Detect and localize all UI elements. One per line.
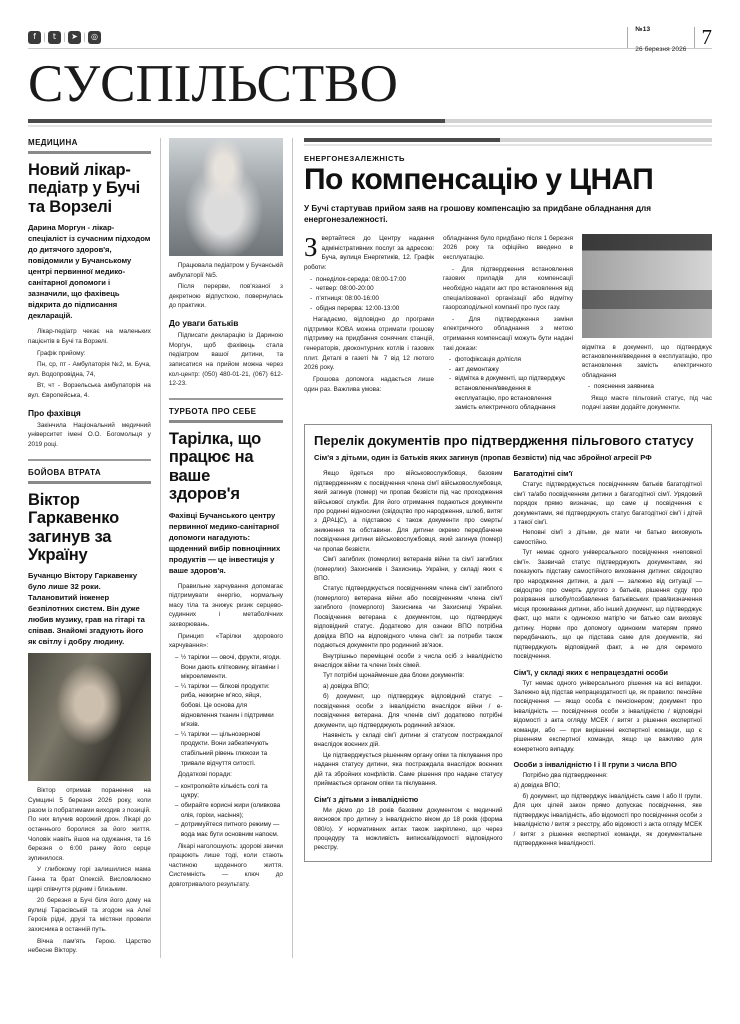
column-1 xyxy=(28,138,160,958)
body-text: вертайтеся до Центру надання адміністративних послуг за адресою: Буча, вулиця Енергетиків, 12. Графік роботи: xyxy=(304,234,434,272)
body-text: Працювала педіатром у Бучанській амбулаторії №5. xyxy=(168,262,283,279)
body-text: 20 березня в Бучі біля його дому на вулиці Тарасівській та згодом на Алеї Героїв рідні, друзі та містяни провели захисника в останній путь. xyxy=(28,897,151,933)
column-divider xyxy=(292,138,293,958)
body-text: Сім'ї загиблих (померлих) ветеранів війни та сім'ї загиблих (померлих) Захисників і Захисниць України, у складі яких є ВПО. xyxy=(314,556,503,583)
doctor-portrait-photo xyxy=(169,138,283,256)
panel-columns xyxy=(314,469,702,854)
body-text: Віктор отримав поранення на Сумщині 5 березня 2026 року, коли разом із побратимами виходив з позицій. По них влучив ворожий дрон. Лікарі до останнього боролися за його життя. Чоловік навіть йшов на одужання, та 16 березня о 6:00 ранку його серце зупинилося. xyxy=(28,787,151,862)
folio-divider-left xyxy=(627,27,628,48)
body-text: Вічна пам'ять Герою. Царство небесне Віктору. xyxy=(28,937,151,955)
article-separator xyxy=(28,459,151,461)
twitter-icon[interactable]: t xyxy=(48,31,61,44)
masthead-rule xyxy=(28,48,712,49)
divider: | xyxy=(83,31,86,43)
headline-self-care: Тарілка, що працює на ваше здоров'я xyxy=(168,429,261,504)
list-item: - обідня перерва: 12:00-13:00 xyxy=(311,304,434,314)
issue-date: 26 березня 2026 xyxy=(635,46,687,53)
instagram-icon[interactable]: ◎ xyxy=(88,31,101,44)
body-text: Ми діємо до 18 років базовим документом є медичний висновок про дитину з інвалідністю віком до 18 років (форма 080/о). У нормативних актах також закріплено, що через процедуру та можливість виписка/відомості відповідного реєстру. xyxy=(314,806,503,852)
body-text: - Для підтвердження заміни електричного обладнання з метою отримання компенсації можуть бути надані такі докази: xyxy=(443,315,573,352)
article-separator xyxy=(169,398,283,400)
body-text: - Для підтвердження встановлення газових приладів для компенсації необхідно надати акт про встановлення від спеціалізованої організації або відмітку газорозподільної компанії про пуск газу. xyxy=(443,265,573,312)
list-item: - фотофіксація до/після xyxy=(450,355,573,365)
body-text: Тут немає одного універсального посвідчення «неповної сім'ї». Зазвичай статус підтверджують документами, які показують підставу самостійного виховання дитини: свідоцтво про народження дитини, а далі — залежно від ситуації — свідоцтво про смерть другого з батьків, рішення суду про розірвання шлюбу/позбавлення батьківських прав/визначення місця проживання дитини, або інший документ, що підтверджує факт, що мати є одинокою матір'ю чи батько сам виховує дитину. Норми про допомогу одиноким матерям прямо передбачають, що це підстава саме для документів, які підтверджують відповідний факт, а не для окремого посвідчення. xyxy=(513,549,702,661)
body-text: Лікар-педіатр чекає на маленьких пацієнтів в Бучі та Ворзелі. xyxy=(28,328,151,346)
body-text: а) довідка ВПО; xyxy=(323,682,370,690)
body-text: Нагадаємо, відповідно до програми підтримки КОВА можна отримати грошову підтримку на придбання сонячних станцій, генераторів, двоконтурних котлів і газових плит. Деталі в газеті № 7 від 12 лютого 2026 року. xyxy=(304,316,434,372)
proofs-list-cont xyxy=(582,382,712,392)
kicker-energy-independence: ЕНЕРГОНЕЗАЛЕЖНІСТЬ xyxy=(304,154,405,163)
drop-cap: З xyxy=(304,231,318,262)
telegram-icon[interactable]: ➤ xyxy=(68,31,81,44)
lead-headline: По компенсацію у ЦНАП xyxy=(304,163,654,196)
body-text: Потрібно два підтвердження: xyxy=(522,772,608,780)
column-3 xyxy=(292,138,712,958)
list-item: – ¼ тарілки — цільнозернові продукти. Вони забезпечують стабільний рівень глюкози та тривале відчуття ситості. xyxy=(176,730,283,768)
page-number: 7 xyxy=(701,24,712,49)
panel-subtitle: Сім'я з дітьми, один із батьків яких загинув (пропав безвісти) під час збройної агресії РФ xyxy=(314,452,652,462)
lead-paragraph-with-dropcap xyxy=(304,231,434,273)
article-self-care xyxy=(169,407,283,890)
subhead-incapacitated: Сім'ї, у складі яких є непрацездатні особи xyxy=(513,667,668,677)
body-text: Статус підтверджується посвідченням члена сім'ї загиблого (померлого) ветерана війни або посвідченням члена сім'ї загиблого (померлого) Захисника чи Захисниці України. Посвідчення ветерана є документом, що підтверджує відповідний статус. Додатково для ознаки ВПО потрібна довідка ВПО на відповідного члена сім'ї: за потреби також подаються документи про родинний зв'язок. xyxy=(314,585,503,650)
content-grid xyxy=(28,138,712,958)
body-text: Наявність у складі сім'ї дитини зі статусом постраждалої внаслідок воєнних дій. xyxy=(314,732,503,749)
body-text: Підписати декларацію із Дариною Моргун, щоб фахівець стала педіатром вашої дитини, та записатися на прийом можна через кол-центр: (050) 480-01-21, (067) 612-12-23. xyxy=(168,332,283,388)
body-text: Внутрішньо переміщені особи з числа осіб з інвалідністю внаслідок війни та члени їхніх сімей. xyxy=(314,652,503,669)
opening-hours-list xyxy=(304,275,434,313)
divider: | xyxy=(63,31,66,43)
kicker-medicine: МЕДИЦИНА xyxy=(28,138,78,147)
column-divider xyxy=(160,138,161,958)
body-text: Правильне харчування допомагає підтримувати енергію, нормальну масу тіла та знижує ризик серцево-судинних і метаболічних захворювань. xyxy=(168,582,283,629)
headline-medicine: Новий лікар-педіатр у Бучі та Ворзелі xyxy=(28,161,141,216)
lead-col-a xyxy=(304,231,434,415)
list-item: - понеділок-середа: 08:00-17:00 xyxy=(311,275,434,285)
documents-panel xyxy=(304,424,712,862)
list-item: – обирайте корисні жири (оливкова олія, горіхи, насіння); xyxy=(176,801,283,820)
lead-col-c xyxy=(582,234,712,415)
issue-number: №13 xyxy=(635,26,651,33)
panel-col-left xyxy=(314,469,503,854)
subhead-attention-parents: До уваги батьків xyxy=(168,318,239,329)
body-text: відмітка в документі, що підтверджує встановлення/введення в експлуатацію, про встановлення замість електричного обладнання xyxy=(582,343,712,379)
facebook-icon[interactable]: f xyxy=(28,31,41,44)
subhead-disability-idp: Особи з інвалідністю І і ІІ групи з числа ВПО xyxy=(513,760,677,770)
standfirst-medicine: Дарина Моргун - лікар-спеціаліст із сучасним підходом до дитячого здоров'я, повідомили у Бучанському центрі первинної медико-санітарної допомоги і зазначили, що фахівець відкрита до підписання декларацій. xyxy=(28,223,151,321)
body-text: Принцип «Тарілки здорового харчування»: xyxy=(168,632,283,650)
column-2 xyxy=(160,138,292,958)
issue-info xyxy=(635,17,686,57)
body-text: Графік прийому: xyxy=(37,349,86,357)
body-text: б) документ, що підтверджує інвалідність саме І або ІІ групи. Для цих цілей закон прямо допускає посвідчення, яке підтверджує інвалідність, або відомості про посвідчення особи з інвалідністю / витяг з реєстру, або відомості з акта огляду МСЕК / витяг з рішення експертної команди, як документальне підтвердження інвалідності. xyxy=(513,792,702,848)
list-item: - четвер: 08:00-20:00 xyxy=(311,284,434,294)
soldier-photo xyxy=(28,653,151,781)
social-links xyxy=(28,31,101,44)
kicker-rule xyxy=(28,481,151,484)
cnap-office-photo xyxy=(582,234,712,338)
lead-rule xyxy=(304,138,712,147)
section-rule xyxy=(28,119,712,128)
body-text: а) довідка ВПО; xyxy=(513,782,560,790)
headline-combat-loss: Віктор Гаркавенко загинув за Україну xyxy=(28,490,120,564)
body-text: обладнання було придбано після 1 березня 2026 року та офіційно введено в експлуатацію. xyxy=(443,234,573,262)
body-text: Якщо маєте пільговий статус, під час подачі заяви додайте документи. xyxy=(582,394,712,412)
standfirst-combat-loss: Бучанцю Віктору Гаркавенку було лише 32 роки. Талановитий інженер безпілотних систем. Він дуже любив музику, грав на гітарі та співав. Знайомі згадують його як світлу і добру людину. xyxy=(28,571,145,647)
body-text: б) документ, що підтверджує відповідний статус – посвідчення особи з інвалідністю внаслідок війни / е-посвідчення ветерана. Для членів сім'ї додатково потрібні документи, що підтверджують родинний зв'язок. xyxy=(314,693,503,729)
body-text: Пн, ср, пт - Амбулаторія №2, м. Буча, вул. Водопровідна, 74, xyxy=(28,361,151,378)
subhead-about-specialist: Про фахівця xyxy=(28,407,81,418)
list-item: – ½ тарілки — овочі, фрукти, ягоди. Вони дають клітковину, вітаміни і мікроелементи. xyxy=(176,653,283,682)
body-text: Тут потрібні щонайменше два блоки документів: xyxy=(323,672,465,680)
list-item: – дотримуйтеся питного режиму — вода має бути основним напоєм. xyxy=(176,820,283,839)
body-text: У глибокому горі залишилися мама Ганна та брат Олексій. Висловлюємо щирі співчуття рідним і близьким. xyxy=(28,866,151,893)
kicker-combat-loss: БОЙОВА ВТРАТА xyxy=(28,467,102,477)
list-item: – ¼ тарілки — білкові продукти: риба, нежирне м'ясо, яйця, бобові. Це основа для відновлення тканин і підтримки м'язів. xyxy=(176,682,283,730)
folio xyxy=(620,17,712,57)
article-medicine xyxy=(28,138,151,450)
body-text: Це підтверджується рішенням органу опіки та піклування про надання статусу дитини, яка постраждала внаслідок воєнних дій та збройних конфліктів. Саме рішення про надане статусу приймається органом опіки та піклування. xyxy=(314,751,503,788)
folio-divider-right xyxy=(694,27,695,48)
standfirst-self-care: Фахівці Бучанського центру первинної медико-санітарної допомоги нагадують: щоденний вибір повноцінних продуктів — це інвестиція у ваше здоров'я. xyxy=(168,510,281,575)
lead-standfirst: У Бучі стартував прийом заяв на грошову компенсацію за придбане обладнання для енергонезалежності. xyxy=(304,203,652,225)
body-text: Грошова допомога надається лише один раз. Важлива умова: xyxy=(304,375,434,393)
list-item: - пояснення заявника xyxy=(589,382,712,392)
list-item: – контролюйте кількість солі та цукру; xyxy=(176,782,283,801)
kicker-self-care: ТУРБОТА ПРО СЕБЕ xyxy=(168,406,257,416)
body-text: Статус підтверджується посвідченням батьків багатодітної сім'ї та/або посвідченням дитини з багатодітної сім'ї. Урядовий порядок прямо визначає, що саме ці посвідчення є документами, які підтверджують статус багатодітної сім'ї і дітей з такої сім'ї. xyxy=(513,481,702,526)
list-item: - п'ятниця: 08:00-16:00 xyxy=(311,294,434,304)
kicker-rule xyxy=(169,420,283,423)
body-text: Якщо йдеться про військовослужбовця, базовим підтвердженням є посвідчення члена сім'ї військовослужбовця, який загинув (помер) чи пропав безвісти під час проходження військової служби. Для його отримання подаються документи про родинні відносини (свідоцтво про народження, шлюб, витяг з ДРАЦС), а підставою є також документи про смерть/зникнення та обставини. Для дитини окремо передбачене посвідчення дитини військовослужбовця, який загинув (помер) чи пропав безвісти. xyxy=(314,470,503,553)
divider: | xyxy=(43,31,46,43)
masthead xyxy=(28,0,712,53)
body-text: Після перерви, пов'язаної з декретною відпусткою, повернулась до практики. xyxy=(168,283,283,310)
proofs-list xyxy=(443,355,573,413)
list-item: - акт демонтажу xyxy=(450,365,573,375)
body-text: Додаткові поради: xyxy=(177,771,232,779)
panel-col-right xyxy=(514,469,703,854)
plate-principles-list xyxy=(169,653,283,768)
article-combat-loss xyxy=(28,468,151,956)
extra-tips-list xyxy=(169,782,283,840)
subhead-large-families: Багатодітні сім'ї xyxy=(513,469,573,479)
kicker-rule xyxy=(28,151,151,154)
body-text: Вт, чт - Ворзельська амбулаторія на вул. Європейська, 4. xyxy=(28,382,151,400)
subhead-families-disabled-children: Сім'ї з дітьми з інвалідністю xyxy=(314,794,419,804)
lead-body-columns xyxy=(304,231,712,415)
body-text: Лікарі наголошують: здорові звички працюють лише тоді, коли стають частиною щоденного життя. Системність — ключ до довготривалого результату. xyxy=(168,842,283,888)
body-text: Тут немає одного універсального рішення на всі випадки. Залежно від підстав непрацездатності це, як правило: пенсійне посвідчення — якщо особа є пенсіонером; документ про інвалідність — посвідчення особи з інвалідністю / відповідні відомості з акта огляду МСЕК / витяг з рішення експертної команди, або — при вирішенні експертної команди, що є рішенням експертної команди, якщо це важливо для конкретного випадку. xyxy=(513,679,702,753)
body-text: Неповні сім'ї з дітьми, де мати чи батько виховують самостійно. xyxy=(513,529,702,546)
body-text: Закінчила Національний медичний університет імені О.О. Богомольця у 2019 році. xyxy=(28,421,151,448)
panel-title: Перелік документів про підтвердження пільгового статусу xyxy=(314,432,694,448)
lead-col-b xyxy=(443,234,573,415)
page-title: СУСПІЛЬСТВО xyxy=(28,55,398,113)
list-item: - відмітка в документі, що підтверджує встановлення/введення в експлуатацію, про встановлення замість електричного обладнання xyxy=(450,374,573,412)
